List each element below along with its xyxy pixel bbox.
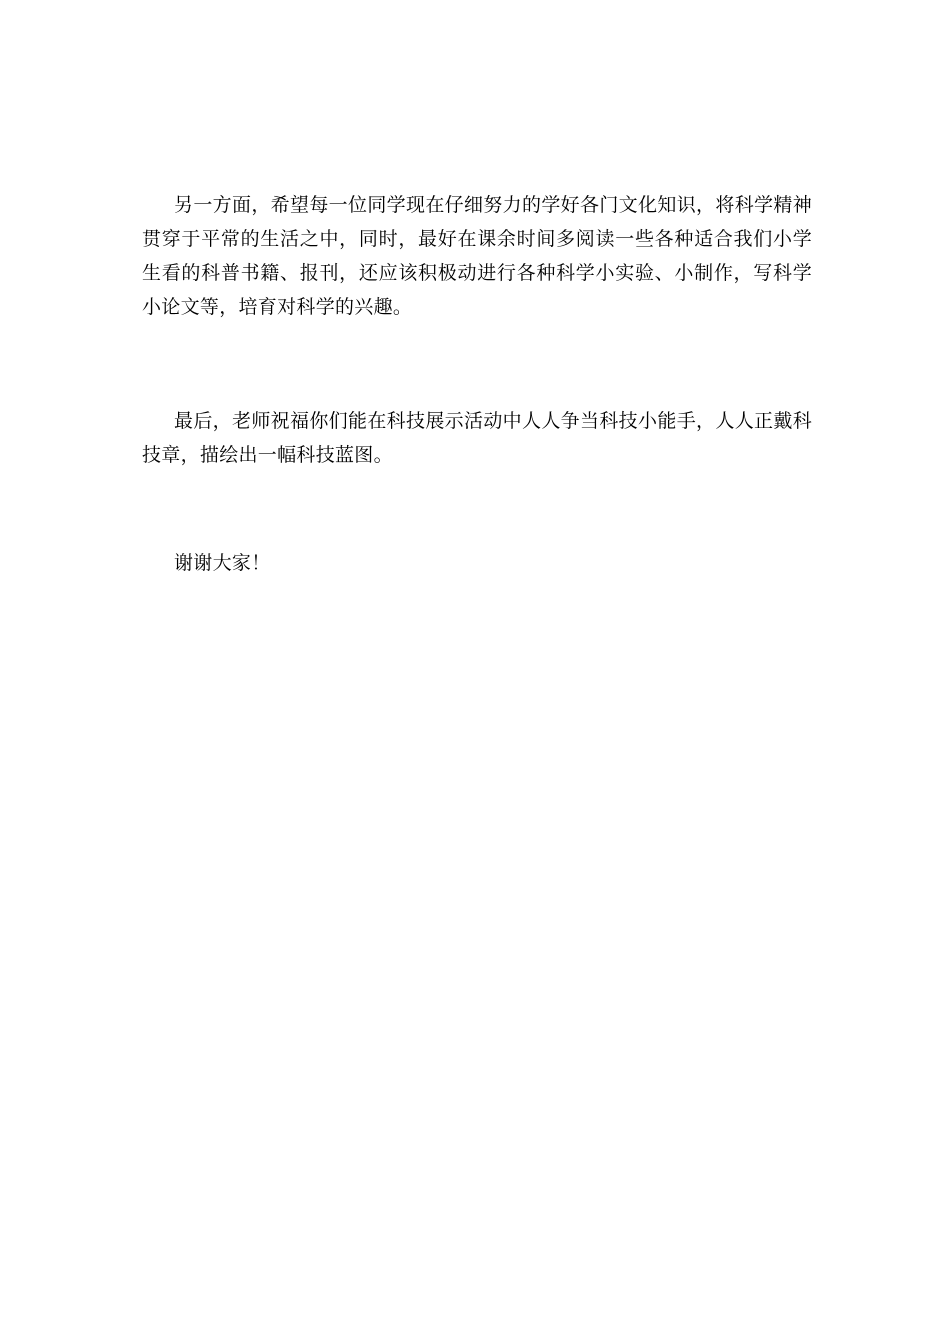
body-paragraph: 最后，老师祝福你们能在科技展示活动中人人争当科技小能手，人人正戴科技章，描绘出一幅科技蓝图。 xyxy=(142,410,812,466)
closing-paragraph: 谢谢大家！ xyxy=(174,552,271,574)
body-paragraph: 另一方面，希望每一位同学现在仔细努力的学好各门文化知识，将科学精神贯穿于平常的生活之中，同时，最好在课余时间多阅读一些各种适合我们小学生看的科普书籍、报刊，还应该积极动进行各种科学小实验、小制作，写科学小论文等，培育对科学的兴趣。 xyxy=(142,194,812,318)
